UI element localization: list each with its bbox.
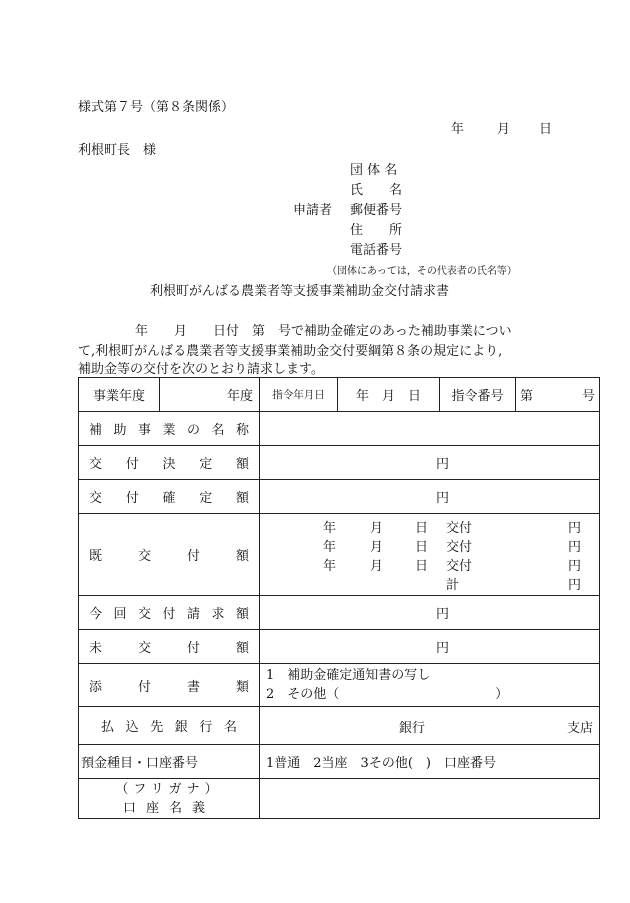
account-label: 預金種目・口座番号: [79, 745, 260, 779]
order-number-suffix: 号: [581, 389, 595, 404]
order-date-label: 指令年月日: [260, 378, 338, 412]
document-title: 利根町がんばる農業者等支援事業補助金交付請求書: [150, 284, 450, 299]
branch-suffix: 支店: [566, 720, 593, 736]
this-request-label: 今回交付請求額: [79, 596, 260, 630]
row-project-name: [79, 412, 600, 446]
body-line-1: 年 月 日付 第 号で補助金確定のあった補助事業につい: [135, 324, 512, 339]
row-this-request: [79, 596, 600, 630]
request-table: [78, 377, 600, 819]
attachment-item-2: 2 その他（ ）: [266, 687, 509, 702]
furigana-label: （フリガナ）: [115, 781, 223, 797]
row-already-paid: [79, 514, 600, 596]
account-holder-field[interactable]: [260, 779, 600, 819]
unpaid-field[interactable]: 円: [260, 630, 600, 664]
date-month: 月: [497, 122, 511, 137]
decision-amount-field[interactable]: 円: [260, 446, 600, 480]
row-decision-amount: [79, 446, 600, 480]
confirmed-amount-label: 交付確定額: [79, 480, 260, 514]
attachments-label: 添付書類: [79, 664, 260, 707]
row-attachments: [79, 664, 600, 707]
this-request-field[interactable]: 円: [260, 596, 600, 630]
confirmed-amount-field[interactable]: 円: [260, 480, 600, 514]
row-account-holder: [79, 779, 600, 819]
account-holder-label: [79, 779, 260, 819]
representative-note: （団体にあっては，その代表者の氏名等）: [327, 266, 517, 277]
decision-amount-label: 交付決定額: [79, 446, 260, 480]
already-paid-label: 既交付額: [79, 514, 260, 596]
bank-suffix: 銀行: [399, 720, 426, 736]
already-paid-field[interactable]: [260, 514, 600, 596]
fiscal-year-field[interactable]: 年度: [160, 378, 260, 412]
bank-label: 払込先銀行名: [79, 707, 260, 745]
paid-total: 計 円: [446, 577, 582, 593]
order-number-label: 指令番号: [440, 378, 516, 412]
row-fiscal-year: [79, 378, 600, 412]
applicant-field-name: 氏 名: [350, 183, 403, 198]
form-number: 様式第７号（第８条関係）: [78, 100, 235, 115]
applicant-field-address: 住 所: [350, 223, 403, 238]
applicant-label: 申請者: [293, 203, 333, 218]
order-number-field[interactable]: [516, 378, 600, 412]
fiscal-year-label: 事業年度: [79, 378, 160, 412]
unpaid-label: 未交付額: [79, 630, 260, 664]
account-field[interactable]: 1普通 2当座 3その他( ) 口座番号: [260, 745, 600, 779]
applicant-field-phone: 電話番号: [350, 243, 403, 258]
row-bank: [79, 707, 600, 745]
row-confirmed-amount: [79, 480, 600, 514]
applicant-field-postal: 郵便番号: [350, 203, 403, 218]
holder-name-label: 口座名義: [122, 800, 215, 816]
row-unpaid: [79, 630, 600, 664]
applicant-field-group: 団 体 名: [350, 163, 398, 178]
bank-field[interactable]: [260, 707, 600, 745]
project-name-label: 補助事業の名称: [79, 412, 260, 446]
attachment-item-1: 1 補助金確定通知書の写し: [266, 668, 431, 683]
project-name-field[interactable]: [260, 412, 600, 446]
date-day: 日: [539, 122, 553, 137]
addressee: 利根町長 様: [78, 143, 157, 158]
paid-entry-1: 年 月 日 交付 円: [323, 520, 582, 536]
date-year: 年: [451, 122, 465, 137]
paid-entry-2: 年 月 日 交付 円: [323, 539, 582, 555]
attachments-field[interactable]: [260, 664, 600, 707]
order-date-field[interactable]: 年 月 日: [338, 378, 440, 412]
paid-entry-3: 年 月 日 交付 円: [323, 558, 582, 574]
order-number-prefix: 第: [520, 389, 534, 404]
row-account: [79, 745, 600, 779]
body-line-3: 補助金等の交付を次のとおり請求します。: [78, 362, 324, 377]
body-line-2: て,利根町がんばる農業者等支援事業補助金交付要綱第８条の規定により,: [78, 344, 503, 359]
